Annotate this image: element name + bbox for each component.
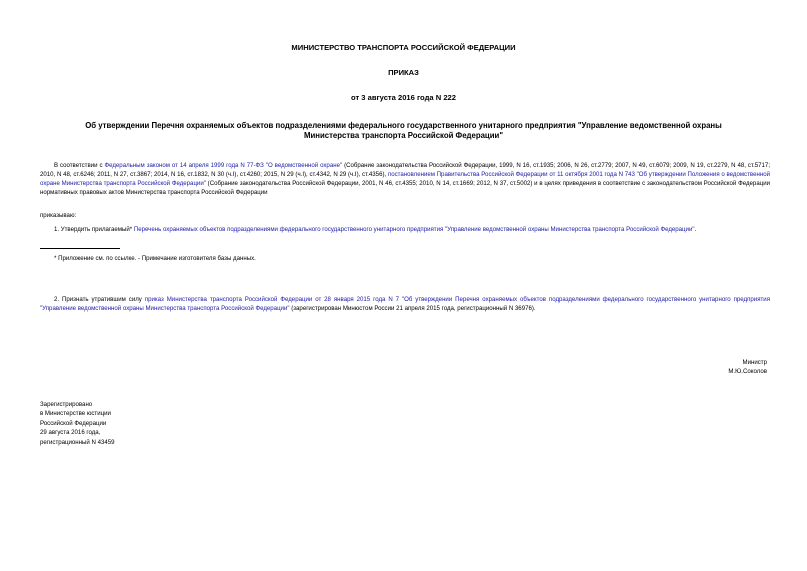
registration-line-3: Российской Федерации	[40, 419, 107, 427]
preamble-text-3: (Собрание законодательства Российской Федерации, 2001, N 46, ст.4355; 2010, N 14, ст.1669; 2012, N 37, ст.5002) и в целях приведения в соответствие с законодательством Российской Федерации нормативных правовых актов Министерства транспорта Российской Федерации	[40, 180, 771, 197]
order-item-1	[40, 225, 770, 234]
item1-text-1: 1. Утвердить прилагаемый*	[54, 226, 134, 233]
registration-line-5: регистрационный N 43459	[40, 438, 115, 446]
registration-line-4: 29 августа 2016 года,	[40, 429, 101, 437]
item1-text-2: .	[694, 226, 697, 233]
item2-text-2: (зарегистрирован Минюстом России 21 апреля 2015 года, регистрационный N 36976).	[289, 305, 536, 313]
signature-block	[728, 358, 767, 377]
title-line-1: Об утверждении Перечня охраняемых объектов подразделениями федерального государственного унитарного предприятия "Управление ведомственной охраны	[85, 121, 722, 130]
signatory-name: М.Ю.Соколов	[728, 368, 767, 376]
signatory-position: Министр	[742, 359, 767, 366]
repealed-order-link[interactable]: приказ Министерства транспорта Российской Федерации от 28 января 2015 года N 7 "Об утверждении Перечня охраняемых объектов подразделениями федерального государственного унитарного предприятия "Управление ведомственной охраны Министерства транспорта Российской Федерации"	[40, 296, 770, 313]
document-type: ПРИКАЗ	[388, 68, 419, 77]
registration-block	[40, 400, 115, 447]
preamble-text-2: (Собрание законодательства Российской Федерации, 1999, N 16, ст.1935; 2006, N 26, ст.2779; 2007, N 49, ст.6079; 2009, N 19, ст.2279, N 48, ст.5717; 2010, N 48, ст.6246; 2011, N 27, ст.3867; 2014, N 16, ст.1832, N 30 (ч.I), ст.4260; 2015, N 29 (ч.I), ст.4342, N 29 (ч.I), ст.4356),	[40, 162, 771, 179]
footnote-divider	[40, 248, 120, 249]
order-item-2	[40, 295, 770, 313]
document-date-number: от 3 августа 2016 года N 222	[351, 93, 456, 102]
order-word: приказываю:	[40, 212, 77, 219]
ministry-heading: МИНИСТЕРСТВО ТРАНСПОРТА РОССИЙСКОЙ ФЕДЕРАЦИИ	[291, 43, 516, 52]
federal-law-link[interactable]: Федеральным законом от 14 апреля 1999 года N 77-ФЗ "О ведомственной охране"	[104, 162, 343, 169]
preamble-text-1: В соответствии с	[54, 162, 105, 169]
title-line-2: Министерства транспорта Российской Федерации"	[303, 131, 504, 140]
preamble-paragraph	[40, 161, 770, 197]
footnote: * Приложение см. по ссылке. - Примечание изготовителя базы данных.	[54, 255, 256, 262]
registration-line-2: в Министерстве юстиции	[40, 410, 111, 418]
item2-text-1: 2. Признать утратившим силу	[54, 296, 145, 303]
government-decree-link[interactable]: постановлением Правительства Российской Федерации от 11 октября 2001 года N 743 "Об утверждении Положения о ведомственной охране Министерства транспорта Российской Федерации"	[40, 171, 770, 188]
document-title	[40, 121, 767, 141]
registration-line-1: Зарегистрировано	[40, 401, 93, 408]
objects-list-link[interactable]: Перечень охраняемых объектов подразделениями федерального государственного унитарного предприятия "Управление ведомственной охраны Министерства транспорта Российской Федерации"	[133, 226, 695, 233]
